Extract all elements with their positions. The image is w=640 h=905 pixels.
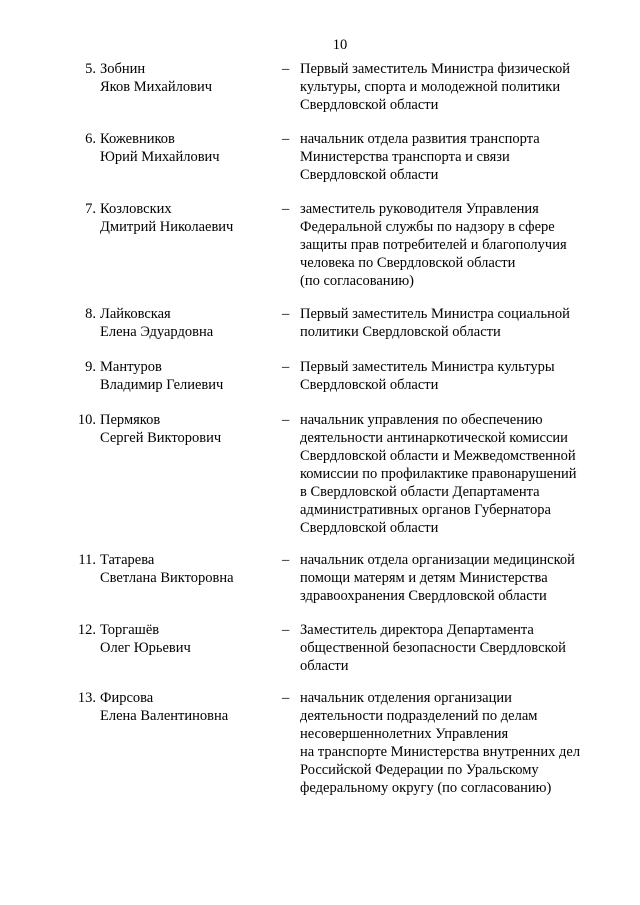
position-line: Свердловской области и Межведомственной xyxy=(300,448,576,464)
surname: Мантуров xyxy=(100,359,162,375)
position-description xyxy=(300,305,600,341)
position-line: на транспорте Министерства внутренних дел xyxy=(300,744,581,760)
given-names: Юрий Михайлович xyxy=(100,149,220,165)
item-number: 9. xyxy=(85,359,96,375)
position-line: (по согласованию) xyxy=(300,273,414,289)
person-name xyxy=(100,551,234,587)
given-names: Яков Михайлович xyxy=(100,79,212,95)
dash: – xyxy=(282,622,290,638)
item-number: 7. xyxy=(85,201,96,217)
given-names: Олег Юрьевич xyxy=(100,640,191,656)
position-line: политики Свердловской области xyxy=(300,324,501,340)
item-number: 11. xyxy=(78,552,96,568)
surname: Пермяков xyxy=(100,412,161,428)
position-line: здравоохранения Свердловской области xyxy=(300,588,547,604)
dash: – xyxy=(282,412,290,428)
position-line: деятельности антинаркотической комиссии xyxy=(300,430,568,446)
position-line: Первый заместитель Министра физической xyxy=(300,61,570,77)
person-name xyxy=(100,411,221,447)
position-description xyxy=(300,130,600,184)
position-line: культуры, спорта и молодежной политики xyxy=(300,79,561,95)
position-line: в Свердловской области Департамента xyxy=(300,484,540,500)
position-line: начальник отделения организации xyxy=(300,690,512,706)
position-line: административных органов Губернатора xyxy=(300,502,551,518)
position-line: Российской Федерации по Уральскому xyxy=(300,762,539,778)
position-description xyxy=(300,621,600,675)
dash: – xyxy=(282,552,290,568)
surname: Зобнин xyxy=(100,61,146,77)
given-names: Сергей Викторович xyxy=(100,430,222,446)
dash: – xyxy=(282,690,290,706)
position-line: Свердловской области xyxy=(300,97,439,113)
given-names: Владимир Гелиевич xyxy=(100,377,224,393)
surname: Торгашёв xyxy=(100,622,160,638)
position-line: Свердловской области xyxy=(300,520,439,536)
position-line: Первый заместитель Министра культуры xyxy=(300,359,555,375)
given-names: Светлана Викторовна xyxy=(100,570,234,586)
item-number: 12. xyxy=(77,622,96,638)
position-description xyxy=(300,689,600,797)
item-number: 8. xyxy=(85,306,96,322)
dash: – xyxy=(282,306,290,322)
item-number: 13. xyxy=(77,690,96,706)
dash: – xyxy=(282,61,290,77)
person-name xyxy=(100,60,212,96)
position-description xyxy=(300,60,600,114)
item-number: 10. xyxy=(77,412,96,428)
position-line: федеральному округу (по согласованию) xyxy=(300,780,552,796)
surname: Татарева xyxy=(100,552,155,568)
position-line: Федеральной службы по надзору в сфере xyxy=(300,219,555,235)
surname: Кожевников xyxy=(100,131,175,147)
surname: Лайковская xyxy=(100,306,171,322)
item-number: 6. xyxy=(85,131,96,147)
person-name xyxy=(100,305,213,341)
given-names: Дмитрий Николаевич xyxy=(100,219,234,235)
position-line: области xyxy=(300,658,349,674)
position-description xyxy=(300,411,600,537)
position-line: деятельности подразделений по делам xyxy=(300,708,538,724)
position-line: Первый заместитель Министра социальной xyxy=(300,306,570,322)
position-description xyxy=(300,200,600,290)
dash: – xyxy=(282,201,290,217)
person-name xyxy=(100,200,233,236)
position-line: помощи матерям и детям Министерства xyxy=(300,570,548,586)
item-number: 5. xyxy=(85,61,96,77)
dash: – xyxy=(282,359,290,375)
position-line: Свердловской области xyxy=(300,167,439,183)
person-name xyxy=(100,130,220,166)
surname: Фирсова xyxy=(100,690,154,706)
position-line: несовершеннолетних Управления xyxy=(300,726,509,742)
person-name xyxy=(100,358,223,394)
position-line: комиссии по профилактике правонарушений xyxy=(300,466,577,482)
position-line: Заместитель директора Департамента xyxy=(300,622,534,638)
position-line: заместитель руководителя Управления xyxy=(300,201,539,217)
position-line: защиты прав потребителей и благополучия xyxy=(300,237,567,253)
person-name xyxy=(100,621,191,657)
person-name xyxy=(100,689,228,725)
position-line: начальник отдела организации медицинской xyxy=(300,552,575,568)
page-number: 10 xyxy=(332,37,348,53)
position-line: Министерства транспорта и связи xyxy=(300,149,510,165)
position-description xyxy=(300,551,600,605)
position-description xyxy=(300,358,600,394)
given-names: Елена Эдуардовна xyxy=(100,324,214,340)
position-line: Свердловской области xyxy=(300,377,439,393)
given-names: Елена Валентиновна xyxy=(100,708,229,724)
position-line: начальник отдела развития транспорта xyxy=(300,131,540,147)
dash: – xyxy=(282,131,290,147)
position-line: начальник управления по обеспечению xyxy=(300,412,543,428)
position-line: человека по Свердловской области xyxy=(300,255,516,271)
position-line: общественной безопасности Свердловской xyxy=(300,640,566,656)
surname: Козловских xyxy=(100,201,172,217)
